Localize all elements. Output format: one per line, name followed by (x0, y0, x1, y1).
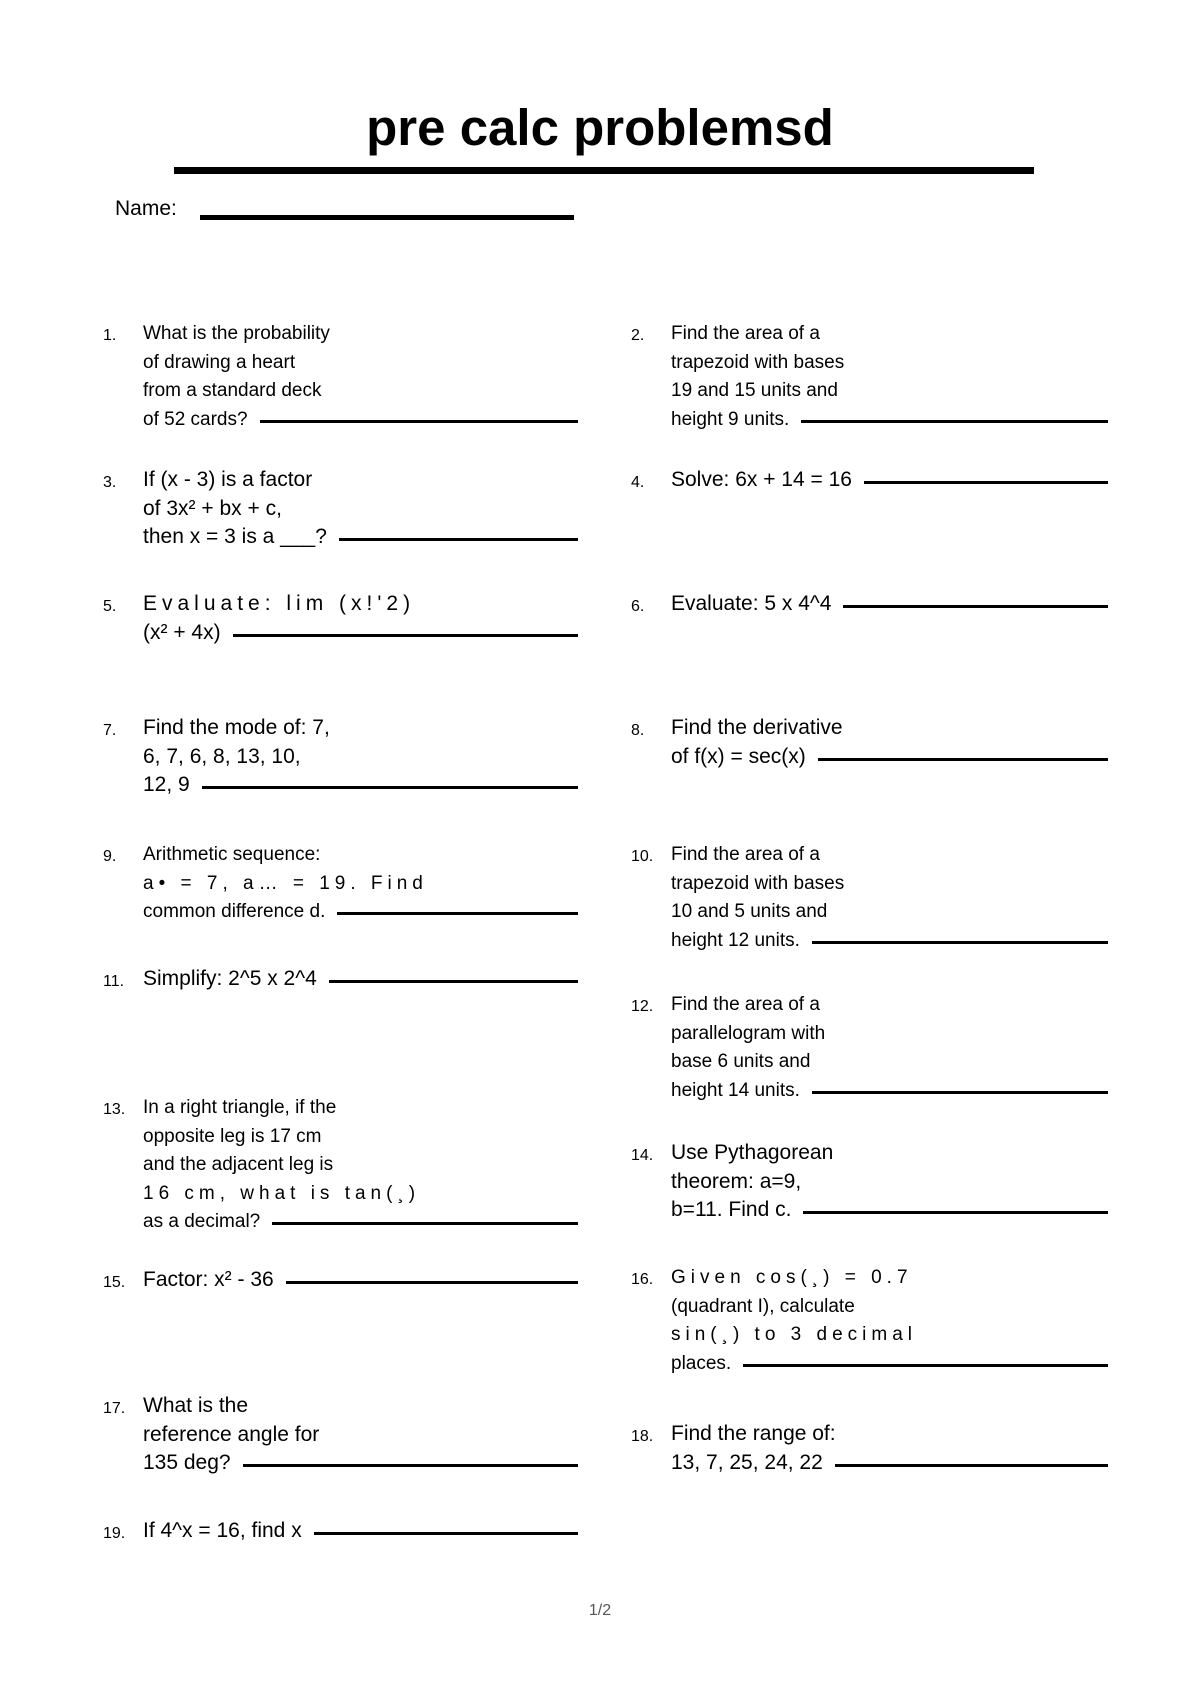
problem-text (671, 841, 1108, 955)
problem-line: reference angle for (143, 1422, 320, 1446)
problem-text (143, 320, 578, 434)
problem-line: Evaluate: lim (x!'2) (143, 592, 416, 615)
problem-line: from a standard deck (143, 380, 322, 401)
answer-line[interactable] (743, 1364, 1108, 1367)
problem-line: Find the derivative (671, 716, 843, 739)
problem-text (671, 991, 1108, 1105)
problem-line: 10 and 5 units and (671, 901, 828, 922)
problem-line: Simplify: 2^5 x 2^4 (143, 967, 317, 990)
problem-text (671, 466, 1108, 495)
problem-line: What is the probability (143, 323, 330, 344)
problem-line: trapezoid with bases (671, 872, 845, 894)
problem-number: 5. (103, 598, 117, 615)
problem-line: (quadrant I), calculate (671, 1295, 855, 1317)
problem-line: sin(¸) to 3 decimal (671, 1324, 917, 1345)
problem-line: Factor: x² - 36 (143, 1268, 274, 1291)
answer-line[interactable] (864, 481, 1108, 484)
answer-line[interactable] (812, 941, 1108, 944)
problem-line: 135 deg? (143, 1451, 231, 1474)
problem-number: 19. (103, 1525, 126, 1542)
problem-text (143, 1094, 578, 1237)
problem-text (143, 1266, 578, 1295)
problem-line: height 14 units. (671, 1079, 800, 1101)
problem-line: Find the area of a (671, 994, 820, 1015)
answer-line[interactable] (314, 1532, 578, 1535)
problem-text (143, 590, 578, 647)
problem-text (143, 965, 578, 994)
answer-line[interactable] (812, 1091, 1108, 1094)
problem-text (671, 320, 1108, 434)
problem-line: Evaluate: 5 x 4^4 (671, 592, 832, 615)
problem-number: 2. (631, 327, 645, 344)
problem-line: Use Pythagorean (671, 1141, 834, 1164)
problem-line: of drawing a heart (143, 351, 296, 373)
problem-line: common difference d. (143, 901, 326, 922)
problem-line: Given cos(¸) = 0.7 (671, 1267, 913, 1288)
problem-number: 10. (631, 848, 654, 865)
problem-number: 8. (631, 722, 645, 739)
answer-line[interactable] (339, 538, 578, 541)
problem-line: places. (671, 1352, 732, 1374)
problem-line: of 52 cards? (143, 408, 248, 430)
problem-line: Find the mode of: 7, (143, 716, 330, 739)
problem-text (671, 1139, 1108, 1225)
answer-line[interactable] (843, 605, 1108, 608)
problem-line: Find the area of a (671, 844, 820, 865)
problem-line: then x = 3 is a ___? (143, 525, 327, 548)
answer-line[interactable] (272, 1222, 578, 1225)
problem-number: 4. (631, 474, 645, 491)
problem-line: Find the area of a (671, 323, 820, 344)
answer-line[interactable] (835, 1464, 1108, 1467)
problem-number: 14. (631, 1147, 654, 1164)
problem-line: of f(x) = sec(x) (671, 744, 806, 768)
name-label: Name: (115, 197, 177, 220)
title-divider (174, 167, 1034, 174)
problem-line: of 3x² + bx + c, (143, 496, 282, 520)
answer-line[interactable] (329, 980, 578, 983)
problem-line: as a decimal? (143, 1211, 261, 1232)
problem-number: 16. (631, 1271, 654, 1288)
problem-text (671, 1420, 1108, 1477)
problem-text (143, 466, 578, 552)
problem-line: 16 cm, what is tan(¸) (143, 1182, 421, 1204)
problem-line: 12, 9 (143, 773, 190, 796)
answer-line[interactable] (337, 912, 578, 915)
problem-line: opposite leg is 17 cm (143, 1125, 322, 1147)
problem-line: trapezoid with bases (671, 351, 845, 373)
answer-line[interactable] (233, 634, 578, 637)
problem-line: 13, 7, 25, 24, 22 (671, 1450, 823, 1474)
problem-line: If (x - 3) is a factor (143, 468, 313, 491)
problem-text (143, 841, 578, 927)
answer-line[interactable] (243, 1464, 578, 1467)
problem-line: In a right triangle, if the (143, 1097, 337, 1118)
problem-line: Solve: 6x + 14 = 16 (671, 468, 852, 491)
answer-line[interactable] (803, 1211, 1108, 1214)
problem-line: Arithmetic sequence: (143, 844, 321, 865)
answer-line[interactable] (818, 758, 1108, 761)
problem-number: 17. (103, 1400, 126, 1417)
problem-text (671, 590, 1108, 619)
problem-line: Find the range of: (671, 1422, 836, 1445)
problem-line: b=11. Find c. (671, 1198, 792, 1221)
problem-number: 1. (103, 327, 117, 344)
answer-line[interactable] (286, 1281, 578, 1284)
problem-line: and the adjacent leg is (143, 1154, 334, 1175)
problem-line: parallelogram with (671, 1022, 826, 1044)
problem-text (143, 1392, 578, 1478)
problem-number: 18. (631, 1428, 654, 1445)
problem-line: a• = 7, a… = 19. Find (143, 872, 428, 894)
problem-text (671, 1264, 1108, 1378)
problem-number: 6. (631, 598, 645, 615)
problem-line: theorem: a=9, (671, 1169, 802, 1193)
problem-line: 19 and 15 units and (671, 380, 838, 401)
problem-line: What is the (143, 1394, 249, 1417)
answer-line[interactable] (801, 420, 1108, 423)
problem-line: If 4^x = 16, find x (143, 1519, 302, 1542)
answer-line[interactable] (260, 420, 578, 423)
problem-number: 11. (103, 973, 125, 990)
problem-number: 3. (103, 474, 117, 491)
problem-number: 12. (631, 998, 654, 1015)
problem-number: 15. (103, 1274, 126, 1291)
problem-line: height 12 units. (671, 929, 800, 951)
problem-text (143, 1517, 578, 1546)
name-answer-line[interactable] (200, 215, 574, 220)
problem-text (671, 714, 1108, 771)
page-title: pre calc problemsd (366, 99, 834, 156)
problem-text (143, 714, 578, 800)
problem-number: 7. (103, 722, 117, 739)
problem-number: 9. (103, 848, 117, 865)
problem-number: 13. (103, 1101, 126, 1118)
answer-line[interactable] (202, 786, 578, 789)
problem-line: height 9 units. (671, 408, 790, 430)
page-number: 1/2 (588, 1602, 612, 1619)
problem-line: 6, 7, 6, 8, 13, 10, (143, 744, 301, 768)
problem-line: (x² + 4x) (143, 620, 221, 644)
problem-line: base 6 units and (671, 1051, 811, 1072)
